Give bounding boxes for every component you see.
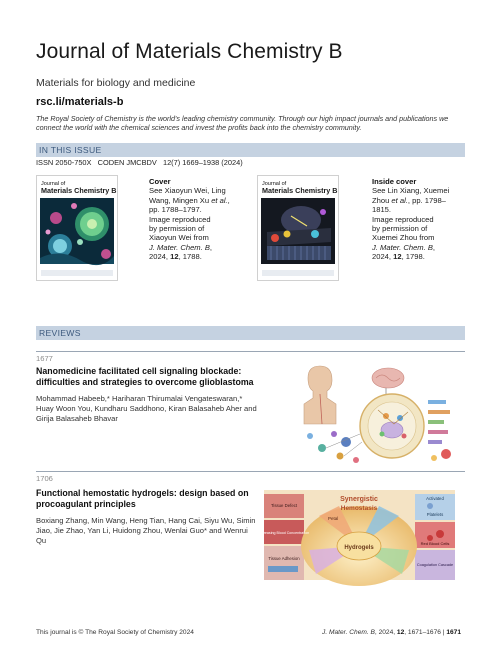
journal-subtitle: Materials for biology and medicine [36, 77, 196, 89]
graphic-label-synergistic: Synergistic [340, 496, 378, 503]
inside-cover-caption: Inside cover See Lin Xiang, Xuemei Zhou et al., pp. 1798–1815. Image reproduced by permission of Xuemei Zhou from J. Mater. Chem. B, 2024, 12, 1798. [372, 177, 462, 262]
in-this-issue-label: IN THIS ISSUE [39, 145, 102, 155]
reviews-bar [36, 326, 465, 340]
article-title[interactable]: Functional hemostatic hydrogels: design based on procoagulant principles [36, 488, 249, 509]
cover-caption: Cover See Xiaoyun Wei, Ling Wang, Mingen Xu et al., pp. 1788–1797. Image reproduced by permission of Xiaoyun Wei from J. Mater. Chem. B, 2024, 12, 1788. [149, 177, 239, 262]
graphic-label-platelets: Platelets [426, 512, 444, 517]
graphic-label-increasing-blood-concentration: Increasing Blood Concentration [258, 531, 310, 535]
graphic-label-coagulation-cascade: Coagulation Cascade [416, 563, 454, 567]
inside-cover-footer-strip [262, 270, 334, 276]
article-page-number: 1706 [36, 474, 53, 483]
graphic-label-petal: Petal [328, 516, 339, 521]
footer-copyright: This journal is © The Royal Society of Chemistry 2024 [36, 629, 194, 636]
inside-cover-thumbnail[interactable] [257, 175, 339, 281]
inside-cover-journal-name: Journal of Materials Chemistry B [262, 181, 338, 196]
article-divider [36, 351, 465, 352]
cover-artwork [40, 198, 114, 264]
cover-footer-strip [41, 270, 113, 276]
article-title[interactable]: Nanomedicine facilitated cell signaling blockade: difficulties and strategies to overcome glioblastoma [36, 366, 254, 387]
footer-page-number: 1671 [446, 629, 461, 636]
coden: CODEN JMCBDV [97, 158, 157, 167]
article-authors: Mohammad Habeeb,* Hariharan Thirumalai Vengateswaran,* Huay Woon You, Kundharu Saddhono, Kiran Balasaheb Aher and Girija Balasaheb Bhavar [36, 394, 257, 423]
cover-thumbnail[interactable] [36, 175, 118, 281]
glioblastoma-graphical-abstract [296, 364, 462, 468]
in-this-issue-bar [36, 143, 465, 157]
journal-title: Journal of Materials Chemistry B [36, 40, 343, 63]
cover-journal-name: Journal of Materials Chemistry B [41, 181, 117, 196]
volume-info: 12(7) 1669–1938 (2024) [162, 158, 243, 167]
issn-line [36, 158, 243, 167]
graphic-label-hydrogels: Hydrogels [344, 545, 374, 551]
rsc-blurb: The Royal Society of Chemistry is the world's leading chemistry community. Through our high impact journals and publications we connect the world with the chemical sciences and invest the profits back into the chemistry community. [36, 114, 449, 133]
reviews-label: REVIEWS [39, 328, 81, 338]
footer-citation: J. Mater. Chem. B, 2024, 12, 1671–1676 | 1671 [322, 629, 461, 636]
article-divider [36, 471, 465, 472]
graphic-label-tissue-adhesion: Tissue Adhesion [268, 556, 300, 561]
article-authors: Boxiang Zhang, Min Wang, Heng Tian, Hang Cai, Siyu Wu, Simin Jiao, Jie Zhao, Yan Li, Huidong Zhou, Wenlai Guo* and Wenrui Qu [36, 516, 256, 545]
issn: ISSN 2050-750X [36, 158, 92, 167]
inside-cover-heading: Inside cover [372, 177, 417, 186]
journal-url-link[interactable]: rsc.li/materials-b [36, 96, 124, 108]
hemostatic-hydrogels-graphical-abstract [258, 490, 455, 580]
graphic-label-red-blood-cells: Red Blood Cells [420, 541, 450, 546]
graphic-label-tissue-defect: Tissue Defect [270, 503, 298, 508]
graphic-label-activated: Activated [426, 496, 444, 501]
graphic-label-hemostasis: Hemostasis [340, 505, 378, 512]
inside-cover-artwork [261, 198, 335, 264]
cover-heading: Cover [149, 177, 171, 186]
article-page-number: 1677 [36, 354, 53, 363]
